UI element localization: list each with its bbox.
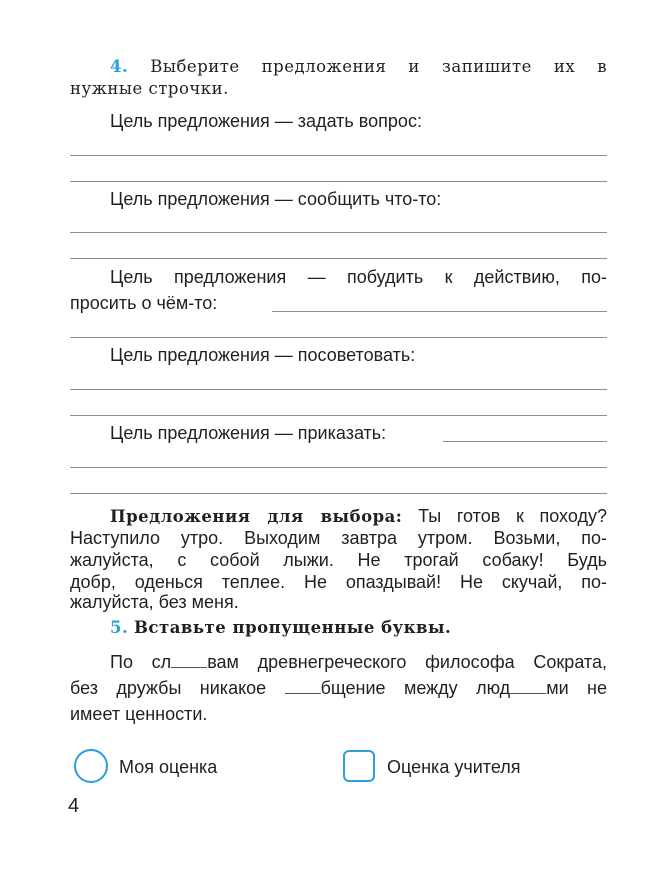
- page-number: 4: [68, 795, 80, 817]
- task4-line1: 4. Выберите предложения и запишите их в: [110, 57, 608, 76]
- choices-line1: Предложения для выбора: Ты готов к походу?: [110, 506, 607, 526]
- choices-line3: жалуйста, с собой лыжи. Не трогай собаку! Будь: [70, 550, 607, 570]
- choices-line5: жалуйста, без меня.: [70, 592, 239, 612]
- goal-question: Цель предложения — задать вопрос:: [110, 111, 422, 131]
- answer-line[interactable]: [70, 258, 607, 259]
- choices-line4: добр, оденься теплее. Не опаздывай! Не скучай, по-: [70, 572, 607, 592]
- answer-line[interactable]: [70, 415, 607, 416]
- answer-line[interactable]: [70, 181, 607, 182]
- choices-line2: Наступило утро. Выходим завтра утром. Возьми, по-: [70, 528, 607, 548]
- goal-statement: Цель предложения — сообщить что-то:: [110, 189, 442, 209]
- answer-line[interactable]: [443, 441, 607, 442]
- goal-order: Цель предложения — приказать:: [110, 423, 387, 443]
- task4-number: 4.: [110, 57, 129, 76]
- task5-heading: 5. Вставьте пропущенные буквы.: [110, 618, 452, 637]
- task5-line1: По сл вам древнегреческого философа Сократа,: [110, 652, 607, 672]
- blank[interactable]: [285, 679, 321, 694]
- choices-label: Предложения для выбора:: [110, 507, 403, 526]
- goal-advice: Цель предложения — посоветовать:: [110, 345, 416, 365]
- goal-prompt-line2: просить о чём-то:: [70, 293, 218, 313]
- task5-line3: имеет ценности.: [70, 704, 208, 724]
- answer-line[interactable]: [70, 155, 607, 156]
- answer-line[interactable]: [70, 493, 607, 494]
- teacher-grade-square[interactable]: [343, 750, 375, 782]
- teacher-grade-label: Оценка учителя: [387, 757, 521, 777]
- self-grade-label: Моя оценка: [119, 757, 218, 777]
- blank[interactable]: [171, 653, 207, 668]
- answer-line[interactable]: [70, 467, 607, 468]
- task5-number: 5.: [110, 618, 129, 637]
- answer-line[interactable]: [70, 337, 607, 338]
- task4-line2: нужные строчки.: [70, 79, 229, 98]
- blank[interactable]: [510, 679, 546, 694]
- task5-line2: без дружбы никакое бщение между люд ми не: [70, 678, 607, 698]
- goal-prompt-line1: Цель предложения — побудить к действию, по-: [110, 267, 607, 287]
- answer-line[interactable]: [70, 232, 607, 233]
- answer-line[interactable]: [272, 311, 607, 312]
- self-grade-circle[interactable]: [74, 749, 108, 783]
- answer-line[interactable]: [70, 389, 607, 390]
